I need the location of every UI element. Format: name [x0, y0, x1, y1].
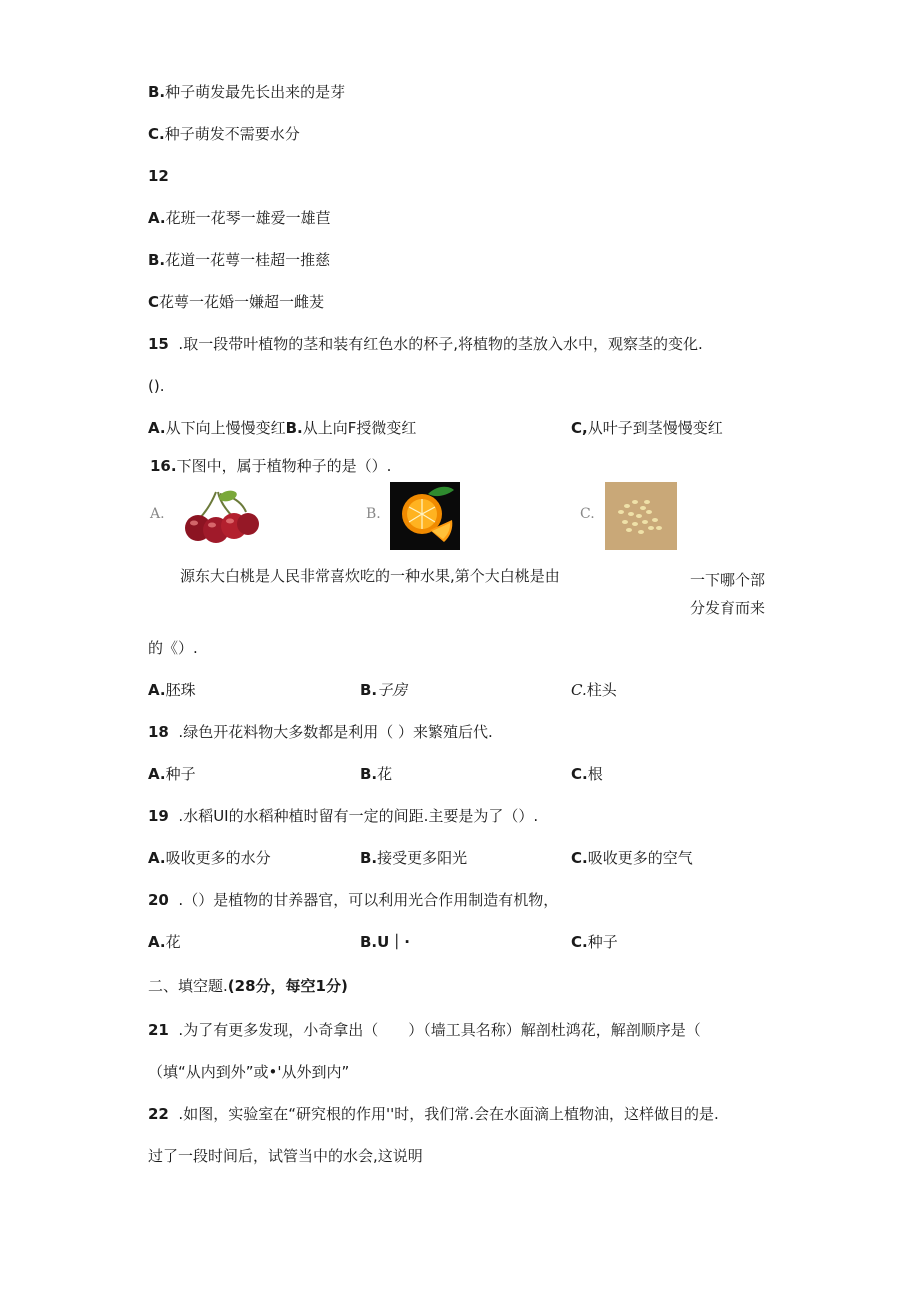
question-18 — [148, 722, 493, 742]
question-17-option-c — [571, 680, 617, 700]
question-number: 15 — [148, 335, 169, 353]
option-prefix: C. — [148, 125, 165, 143]
orange-photo-icon — [390, 482, 460, 550]
option-text: 花班一花琴一雄爱一雄苣 — [165, 209, 331, 227]
option-prefix: B. — [148, 83, 166, 101]
question-number: 21 — [148, 1021, 169, 1039]
question-17-text: 源东大白桃是人民非常喜炊吃的一种水果,第个大白桃是由 — [180, 567, 560, 585]
question-22-line-2: 过了一段时间后，试管当中的水会,这说明 — [148, 1147, 423, 1165]
option-text: 花 — [165, 933, 181, 951]
question-number: 22 — [148, 1105, 169, 1123]
question-20-option-a — [148, 932, 181, 952]
option-text: 柱头 — [586, 681, 617, 699]
image-label-c: C. — [580, 506, 595, 522]
option-prefix: A. — [148, 933, 166, 951]
option-text: 种子萌发最先长出来的是芽 — [165, 83, 346, 101]
question-19-option-a — [148, 848, 271, 868]
question-number: 18 — [148, 723, 169, 741]
option-prefix: A. — [148, 849, 166, 867]
option-b — [148, 82, 345, 102]
section-title: 二、填空题. — [148, 977, 228, 995]
question-18-option-b — [360, 764, 392, 784]
option-prefix: B. — [285, 419, 303, 437]
question-12-option-b — [148, 250, 330, 270]
question-text: .绿色开花料物大多数都是利用（ ）来繁殖后代. — [178, 723, 493, 741]
question-12-option-a — [148, 208, 331, 228]
option-text: 胚珠 — [165, 681, 196, 699]
option-text: 吸收更多的空气 — [587, 849, 693, 867]
option-prefix: C. — [571, 849, 588, 867]
option-prefix: C, — [571, 419, 588, 437]
option-prefix: A. — [148, 765, 166, 783]
question-15-options-ab — [148, 418, 416, 438]
option-text: 种子 — [587, 933, 618, 951]
question-19-option-b — [360, 848, 467, 868]
image-label-b: B. — [366, 506, 381, 522]
question-text: 下图中，属于植物种子的是（）. — [176, 457, 392, 475]
option-text: 子房 — [377, 681, 408, 699]
section-2-heading — [148, 976, 348, 996]
question-20-option-b: B.U｜· — [360, 933, 411, 951]
option-prefix: A. — [148, 209, 166, 227]
option-text: 花萼一花婚一嫌超一雌茇 — [159, 293, 325, 311]
option-prefix: C. — [571, 765, 588, 783]
option-text: 根 — [587, 765, 603, 783]
question-15-option-c — [571, 418, 723, 438]
question-17-side-2: 分发育而来 — [690, 599, 766, 617]
option-text: 花 — [377, 765, 393, 783]
option-text: 从下向上慢慢变红 — [165, 419, 286, 437]
question-18-option-a — [148, 764, 196, 784]
option-prefix: B. — [360, 681, 378, 699]
question-17-option-b — [360, 680, 407, 700]
option-prefix: A. — [148, 681, 166, 699]
question-22 — [148, 1104, 719, 1124]
option-prefix: B. — [360, 765, 378, 783]
option-text: 接受更多阳光 — [377, 849, 468, 867]
option-text: 花道一花萼一桂超一推慈 — [165, 251, 331, 269]
option-prefix: B. — [148, 251, 166, 269]
question-21-line-2: （填“从内到外”或•'从外到内” — [148, 1063, 350, 1081]
question-17-tail: 的《）. — [148, 639, 198, 657]
option-text: 种子 — [165, 765, 196, 783]
question-15-blank: (). — [148, 377, 165, 395]
option-text: 从上向F授微变红 — [302, 419, 417, 437]
option-prefix: C. — [571, 933, 588, 951]
question-number: 16. — [150, 457, 177, 475]
option-text: 从叶子到茎慢慢变红 — [587, 419, 723, 437]
question-text: .如图，实验室在“研究根的作用''时，我们常.会在水面滴上植物油，这样做目的是. — [178, 1105, 719, 1123]
option-prefix: B. — [360, 849, 378, 867]
question-text: .取一段带叶植物的茎和装有红色水的杯子,将植物的茎放入水中，观察茎的变化. — [178, 335, 703, 353]
question-18-option-c — [571, 764, 603, 784]
question-20-option-c — [571, 932, 618, 952]
question-number: 20 — [148, 891, 169, 909]
option-prefix: C — [148, 293, 160, 311]
question-number: 19 — [148, 807, 169, 825]
question-text: .水稻UI的水稻种植时留有一定的间距.主要是为了（）. — [178, 807, 539, 825]
section-score: (28分，每空1分) — [227, 977, 348, 995]
question-19-option-c — [571, 848, 693, 868]
question-text: .（）是植物的甘养器官，可以利用光合作用制造有机物， — [178, 891, 559, 909]
image-label-a: A. — [150, 506, 165, 522]
question-12-number: 12 — [148, 167, 169, 185]
option-text: 吸收更多的水分 — [165, 849, 271, 867]
question-17-side-1: 一下哪个部 — [690, 571, 766, 589]
question-20 — [148, 890, 558, 910]
option-text: 种子萌发不需要水分 — [164, 125, 300, 143]
question-16 — [150, 456, 391, 476]
question-15 — [148, 334, 703, 354]
question-21 — [148, 1020, 701, 1040]
question-text: .为了有更多发现，小奇拿出（ ）（墙工具名称）解剖杜鸿花，解剖顺序是（ — [178, 1021, 701, 1039]
option-prefix: C. — [571, 681, 587, 699]
cherries-photo-icon — [176, 488, 262, 544]
question-19 — [148, 806, 538, 826]
question-17-option-a — [148, 680, 196, 700]
seeds-photo-icon — [605, 482, 677, 550]
question-12-option-c — [148, 292, 324, 312]
option-c — [148, 124, 300, 144]
option-prefix: A. — [148, 419, 166, 437]
